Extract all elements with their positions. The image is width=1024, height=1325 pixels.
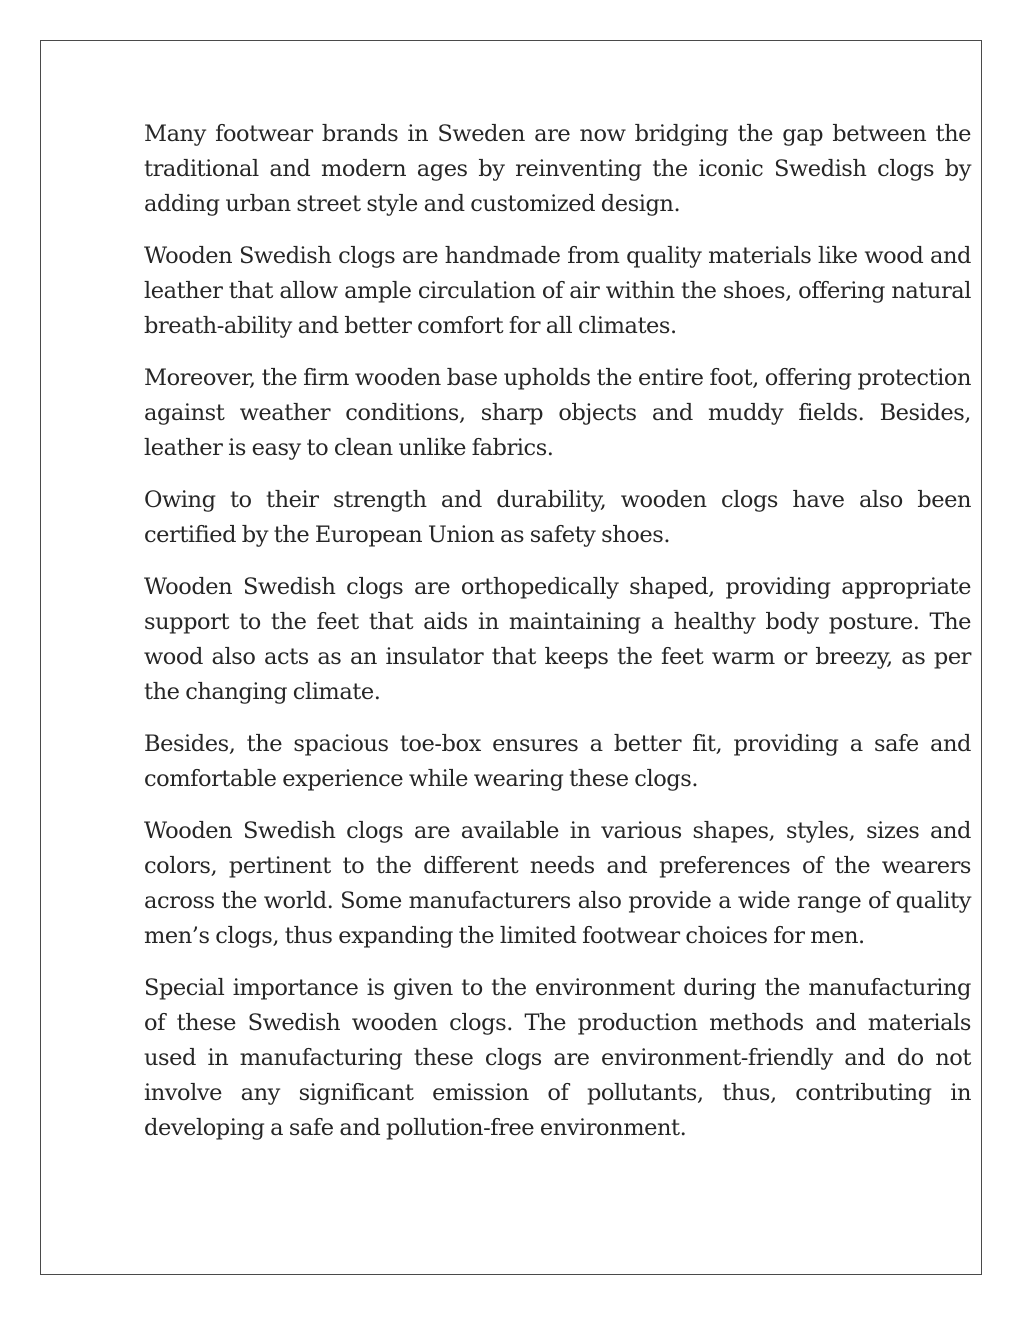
paragraph: Wooden Swedish clogs are available in various shapes, styles, sizes and colors, pertinent to the different needs and preferences of the wearers across the world. Some manufacturers also provide a wide range of quality men’s clogs, thus expanding the limited footwear choices for men. [144,818,971,949]
paragraph: Wooden Swedish clogs are orthopedically shaped, providing appropriate support to the feet that aids in maintaining a healthy body posture. The wood also acts as an insulator that keeps the feet warm or breezy, as per the changing climate. [144,574,971,705]
paragraph: Besides, the spacious toe-box ensures a better fit, providing a safe and comfortable experience while wearing these clogs. [144,731,971,792]
paragraph: Owing to their strength and durability, wooden clogs have also been certified by the European Union as safety shoes. [144,487,971,548]
paragraph: Special importance is given to the environment during the manufacturing of these Swedish wooden clogs. The production methods and materials used in manufacturing these clogs are environment-friendly and do not involve any significant emission of pollutants, thus, contributing in developing a safe and pollution-free environment. [144,975,971,1141]
paragraph: Many footwear brands in Sweden are now bridging the gap between the traditional and modern ages by reinventing the iconic Swedish clogs by adding urban street style and customized design. [144,121,971,217]
paragraph: Moreover, the firm wooden base upholds the entire foot, offering protection against weather conditions, sharp objects and muddy fields. Besides, leather is easy to clean unlike fabrics. [144,365,971,461]
document-body [144,117,971,1163]
paragraph: Wooden Swedish clogs are handmade from quality materials like wood and leather that allow ample circulation of air within the shoes, offering natural breath-ability and better comfort for all climates. [144,243,971,339]
